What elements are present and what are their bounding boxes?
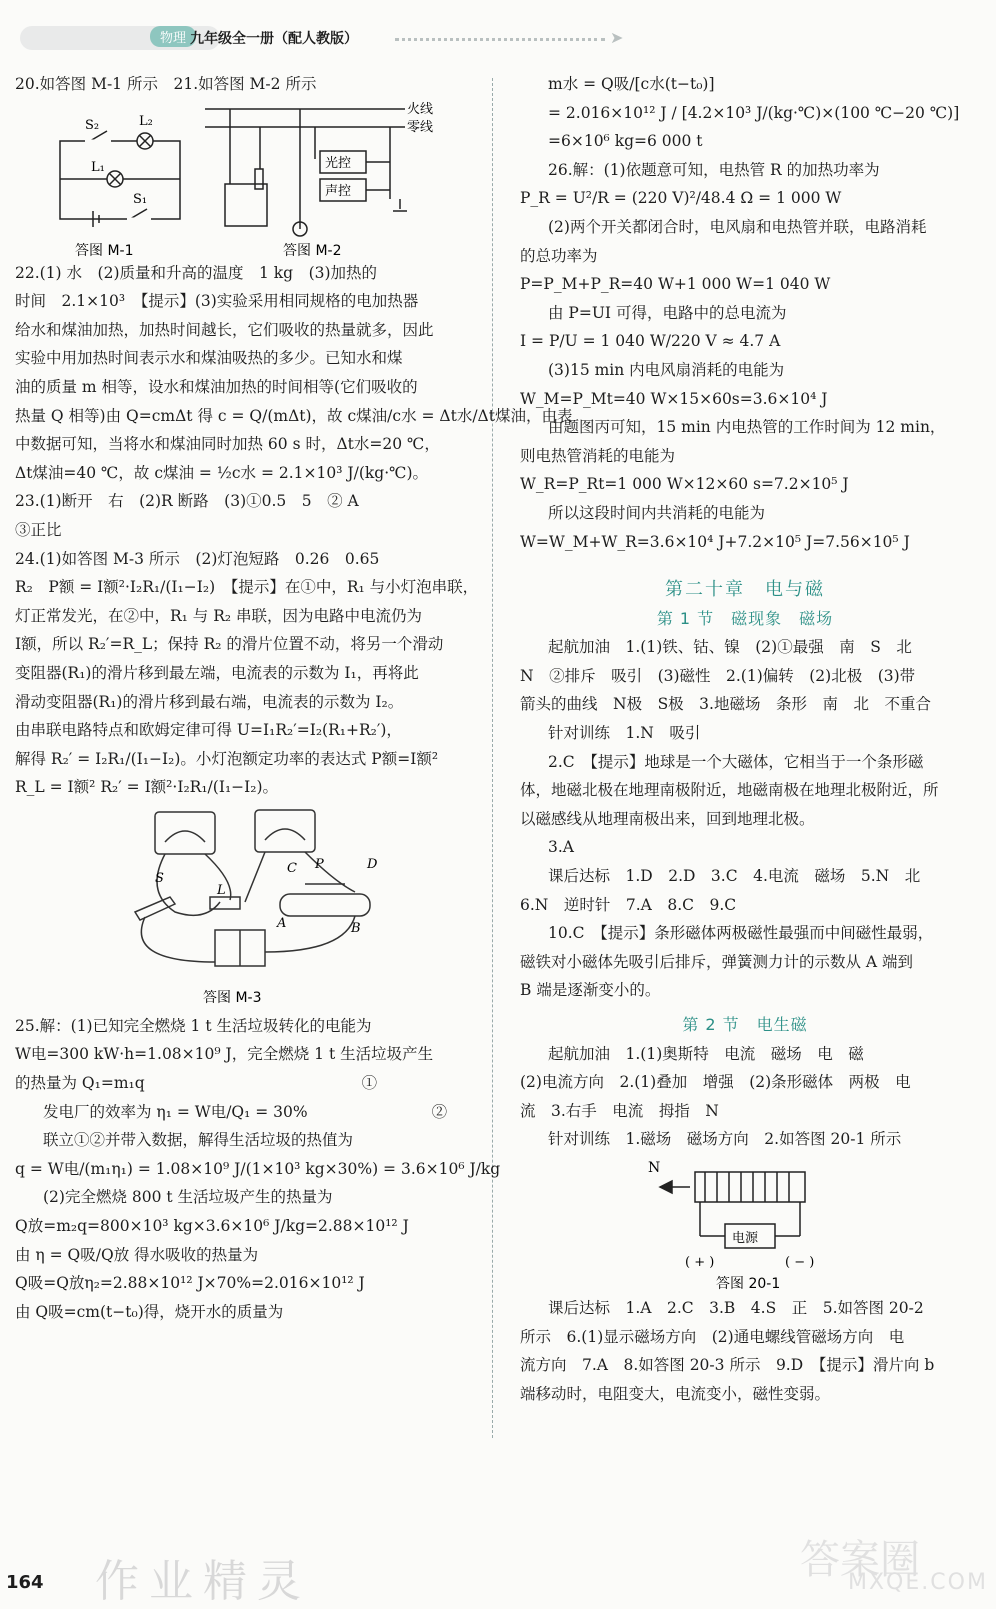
answer-line: 中数据可知，当将水和煤油同时加热 60 s 时，Δt水=20 ℃， [15, 435, 440, 454]
answer-line: =6×10⁶ kg=6 000 t [548, 132, 703, 151]
caption-20-1: 答图 20-1 [716, 1275, 781, 1292]
answer-line: 由串联电路特点和欧姆定律可得 U=I₁R₂′=I₂(R₁+R₂′)， [15, 721, 402, 740]
label-l2: L₂ [139, 113, 153, 129]
label-l: L [217, 882, 226, 898]
answer-line: 2.C 【提示】地球是一个大磁体，它相当于一个条形磁 [548, 752, 924, 771]
header-dotted-rule [395, 38, 605, 41]
answer-line: W_M=P_Mt=40 W×15×60s=3.6×10⁴ J [520, 389, 828, 408]
label-c: C [287, 860, 297, 876]
answer-line: 发电厂的效率为 η₁ = W电/Q₁ = 30% ② [43, 1102, 448, 1121]
label-p: P [315, 856, 324, 872]
circuit-m2 [205, 109, 407, 236]
answer-line: 3.A [548, 838, 574, 857]
answer-line: 由 P=UI 可得，电路中的总电流为 [548, 303, 787, 322]
answer-line: (3)15 min 内电风扇消耗的电能为 [548, 360, 785, 379]
answer-line: N ②排斥 吸引 (3)磁性 2.(1)偏转 (2)北极 (3)带 [520, 666, 916, 685]
answer-line: 流 3.右手 电流 拇指 N [520, 1101, 719, 1120]
answer-line: 26.解：(1)依题意可知，电热管 R 的加热功率为 [548, 160, 880, 179]
caption-m1: 答图 M-1 [75, 242, 134, 259]
answer-line: 灯正常发光，在②中，R₁ 与 R₂ 串联，因为电路中电流仍为 [15, 606, 423, 625]
answer-line: 给水和煤油加热，加热时间越长，它们吸收的热量就多，因此 [15, 320, 434, 339]
answer-line: 实验中用加热时间表示水和煤油吸热的多少。已知水和煤 [15, 349, 403, 368]
answer-line: 6.N 逆时针 7.A 8.C 9.C [520, 895, 737, 914]
answer-line: 20.如答图 M-1 所示 21.如答图 M-2 所示 [15, 75, 317, 93]
answer-line: 流方向 7.A 8.如答图 20-3 所示 9.D 【提示】滑片向 b [520, 1356, 935, 1375]
section-heading: 第 2 节 电生磁 [682, 1015, 808, 1034]
answer-line: 22.(1) 水 (2)质量和升高的温度 1 kg (3)加热的 [15, 263, 378, 282]
answer-line: 24.(1)如答图 M-3 所示 (2)灯泡短路 0.26 0.65 [15, 549, 380, 568]
answer-line: m水 = Q吸/[c水(t−t₀)] [548, 75, 715, 93]
answer-line: (2)完全燃烧 800 t 生活垃圾产生的热量为 [43, 1188, 333, 1207]
label-s1: S₁ [133, 191, 148, 207]
answer-line: R_L = I额² R₂′ = I额²·I₂R₁/(I₁−I₂)。 [15, 778, 279, 797]
chapter-heading: 第二十章 电与磁 [665, 579, 825, 601]
label-live-wire: 火线 [407, 101, 434, 117]
answer-line: W_R=P_Rt=1 000 W×12×60 s=7.2×10⁵ J [520, 475, 849, 494]
answer-line: 滑动变阻器(R₁)的滑片移到最右端，电流表的示数为 I₂。 [15, 692, 404, 711]
right-column [520, 70, 970, 1408]
answer-line: 解得 R₂′ = I₂R₁/(I₁−I₂)。小灯泡额定功率的表达式 P额=I额² [15, 749, 439, 768]
arrow-icon: ➤ [610, 28, 624, 47]
watermark-left: 作业精灵 [95, 1556, 311, 1607]
label-l1: L₁ [91, 159, 105, 175]
subject-tag: 物理 [150, 26, 196, 47]
watermark-right: 答案圈 [800, 1537, 920, 1583]
figure-20-1 [520, 1154, 970, 1294]
label-north: N [648, 1159, 661, 1176]
answer-line: R₂ P额 = I额²·I₂R₁/(I₁−I₂) 【提示】在①中，R₁ 与小灯泡串联， [15, 578, 479, 597]
answer-line: 以磁感线从地理南极出来，回到地理北极。 [520, 809, 815, 828]
answer-line: 变阻器(R₁)的滑片移到最左端，电流表的示数为 I₁，再将此 [15, 663, 419, 682]
apparatus-drawing [15, 802, 480, 1012]
answer-line: I = P/U = 1 040 W/220 V ≈ 4.7 A [520, 332, 781, 351]
answer-line: ③正比 [15, 520, 62, 539]
answer-line: 10.C 【提示】条形磁体两极磁性最强而中间磁性最弱， [548, 924, 934, 943]
answer-line: 体，地磁北极在地理南极附近，地磁南极在地理北极附近，所 [520, 781, 939, 800]
answer-line: P=P_M+P_R=40 W+1 000 W=1 040 W [520, 275, 831, 294]
caption-m2: 答图 M-2 [283, 242, 342, 259]
column-divider [492, 78, 493, 1438]
apparatus-m3 [135, 810, 370, 966]
answer-line: Q吸=Q放η₂=2.88×10¹² J×70%=2.016×10¹² J [15, 1274, 365, 1293]
figure-m3 [15, 802, 480, 1012]
label-a: A [277, 915, 287, 931]
answer-line: 25.解：(1)已知完全燃烧 1 t 生活垃圾转化的电能为 [15, 1016, 372, 1035]
answer-line: 23.(1)断开 右 (2)R 断路 (3)①0.5 5 ② A [15, 492, 359, 511]
answer-line: 所示 6.(1)显示磁场方向 (2)通电螺线管磁场方向 电 [520, 1327, 905, 1346]
answer-line: P_R = U²/R = (220 V)²/48.4 Ω = 1 000 W [520, 189, 842, 208]
label-neutral-wire: 零线 [407, 119, 434, 135]
answer-line: 箭头的曲线 N极 S极 3.地磁场 条形 南 北 不重合 [520, 695, 931, 714]
label-s2: S₂ [85, 117, 100, 133]
answer-line: W=W_M+W_R=3.6×10⁴ J+7.2×10⁵ J=7.56×10⁵ J [520, 532, 910, 551]
answer-line: (2)电流方向 2.(1)叠加 增强 (2)条形磁体 两极 电 [520, 1073, 911, 1092]
answer-line: I额，所以 R₂′=R_L；保持 R₂ 的滑片位置不动，将另一个滑动 [15, 635, 444, 654]
answer-line: 针对训练 1.N 吸引 [548, 724, 701, 743]
answer-line: 课后达标 1.D 2.D 3.C 4.电流 磁场 5.N 北 [548, 867, 921, 886]
answer-line: B 端是逐渐变小的。 [520, 981, 661, 1000]
label-power-source: 电源 [732, 1230, 759, 1246]
section-heading: 第 1 节 磁现象 磁场 [656, 608, 834, 628]
answer-line: 起航加油 1.(1)奥斯特 电流 磁场 电 磁 [548, 1044, 864, 1063]
watermark-site: MXQE.COM [848, 1570, 988, 1595]
answer-line: 所以这段时间内共消耗的电能为 [548, 503, 766, 522]
page-header [0, 0, 996, 58]
circuit-diagrams [15, 99, 480, 259]
answer-line: 由题图丙可知，15 min 内电热管的工作时间为 12 min， [548, 418, 946, 437]
answer-line: 端移动时，电阻变大，电流变小，磁性变弱。 [520, 1384, 831, 1403]
label-b: B [351, 920, 361, 936]
answer-line: 联立①②并带入数据，解得生活垃圾的热值为 [43, 1131, 354, 1150]
caption-m3: 答图 M-3 [203, 989, 262, 1006]
answer-line: 课后达标 1.A 2.C 3.B 4.S 正 5.如答图 20-2 [548, 1298, 924, 1317]
book-title: 九年级全一册（配人教版） [190, 31, 358, 47]
label-plus: ( + ) [685, 1254, 715, 1270]
answer-line: 针对训练 1.磁场 磁场方向 2.如答图 20-1 所示 [548, 1130, 902, 1149]
answer-line: 的热量为 Q₁=m₁q ① [15, 1074, 378, 1093]
answer-line: 油的质量 m 相等，设水和煤油加热的时间相等(它们吸收的 [15, 377, 418, 396]
answer-line: W电=300 kW·h=1.08×10⁹ J，完全燃烧 1 t 生活垃圾产生 [15, 1045, 434, 1064]
label-s: S [155, 870, 164, 886]
answer-line: 的总功率为 [520, 246, 598, 265]
answer-line: Δt煤油=40 ℃，故 c煤油 = ½c水 = 2.1×10³ J/(kg·℃)。 [15, 463, 429, 482]
page-number: 164 [6, 1572, 44, 1593]
answer-line: 则电热管消耗的电能为 [520, 446, 676, 465]
figure-row-m1-m2 [15, 99, 480, 259]
answer-line: 由 Q吸=cm(t−t₀)得，烧开水的质量为 [15, 1302, 284, 1321]
answer-line: 热量 Q 相等)由 Q=cmΔt 得 c = Q/(mΔt)，故 c煤油/c水 = Δt水/Δt煤油，由表 [15, 406, 573, 425]
answer-line: 起航加油 1.(1)铁、钴、镍 (2)①最强 南 S 北 [548, 638, 912, 657]
circuit-m1 [60, 131, 180, 227]
answer-line: 由 η = Q吸/Q放 得水吸收的热量为 [15, 1245, 259, 1264]
label-d: D [367, 856, 378, 872]
answer-line: (2)两个开关都闭合时，电风扇和电热管并联，电路消耗 [548, 217, 927, 236]
solenoid-diagram [520, 1154, 970, 1294]
answer-line: 磁铁对小磁体先吸引后排斥，弹簧测力计的示数从 A 端到 [520, 952, 914, 971]
label-sound-control: 声控 [325, 183, 352, 199]
label-light-control: 光控 [325, 155, 352, 171]
answer-line: 时间 2.1×10³ 【提示】(3)实验采用相同规格的电加热器 [15, 292, 419, 311]
label-minus: ( − ) [785, 1254, 815, 1270]
answer-line: = 2.016×10¹² J / [4.2×10³ J/(kg·℃)×(100 ℃−20 ℃)] [548, 103, 960, 122]
answer-line: Q放=m₂q=800×10³ kg×3.6×10⁶ J/kg=2.88×10¹² J [15, 1217, 409, 1236]
answer-line: q = W电/(m₁η₁) = 1.08×10⁹ J/(1×10³ kg×30%) = 3.6×10⁶ J/kg [15, 1159, 501, 1178]
